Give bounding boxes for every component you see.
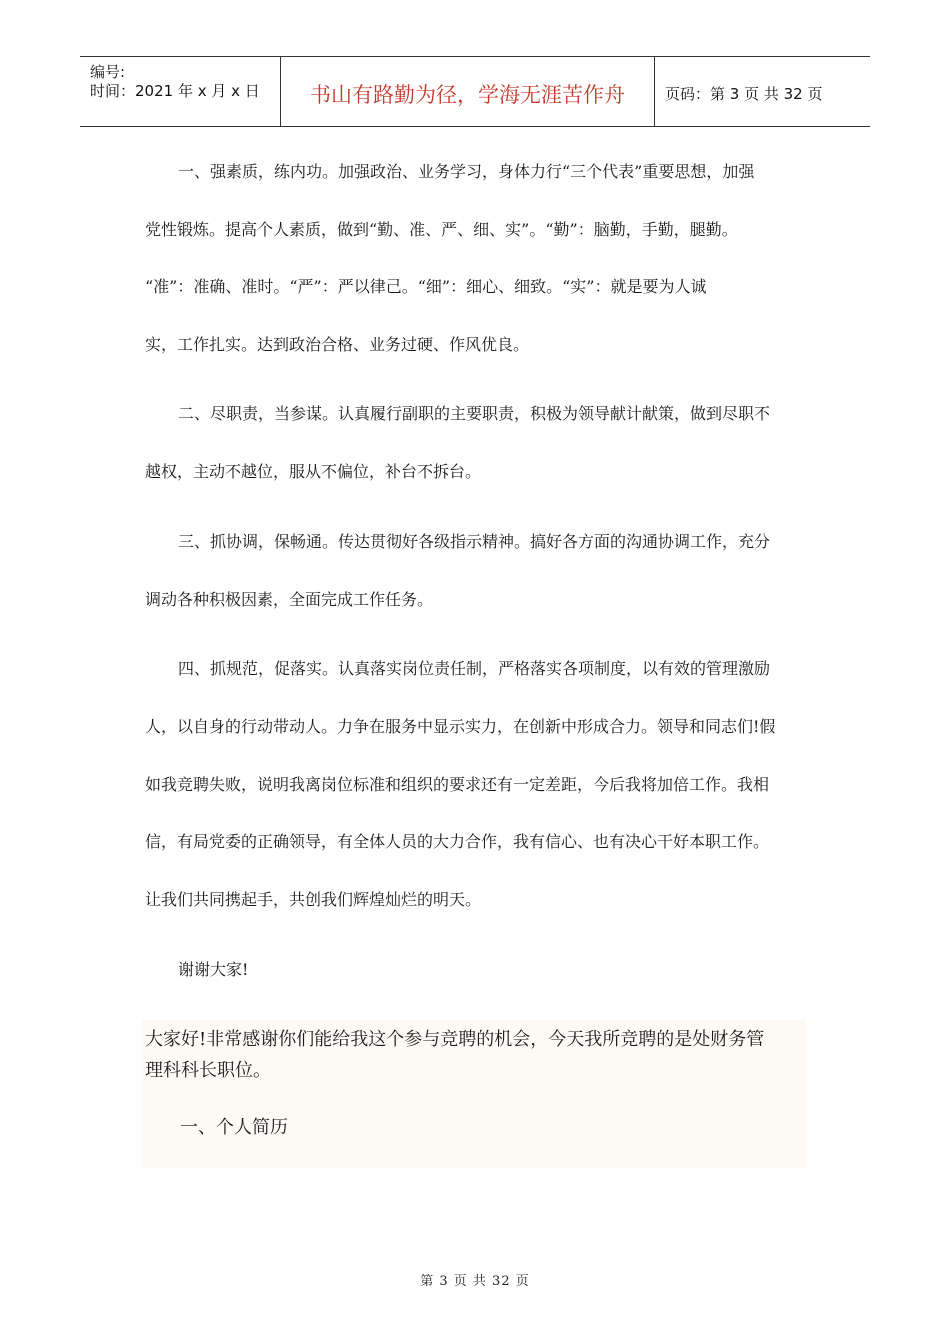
paragraph-line: 人，以自身的行动带动人。力争在服务中显示实力，在创新中形成合力。领导和同志们!假	[145, 717, 776, 736]
header-meta-cell	[80, 57, 281, 126]
thanks-line: 谢谢大家!	[178, 960, 249, 979]
paragraph-line: 实，工作扎实。达到政治合格、业务过硬、作风优良。	[145, 335, 530, 354]
paragraph-line: 让我们共同携起手，共创我们辉煌灿烂的明天。	[145, 890, 482, 909]
paragraph-line: 大家好!非常感谢你们能给我这个参与竞聘的机会，今天我所竞聘的是处财务管	[145, 1029, 765, 1050]
paragraph-line: 四、抓规范，促落实。认真落实岗位责任制，严格落实各项制度，以有效的管理激励	[178, 659, 771, 678]
paragraph-line: 信，有局党委的正确领导，有全体人员的大力合作，我有信心、也有决心干好本职工作。	[145, 832, 770, 851]
paragraph-line: 一、强素质，练内功。加强政治、业务学习，身体力行“三个代表”重要思想，加强	[178, 162, 755, 181]
paragraph-line: 理科科长职位。	[145, 1060, 271, 1081]
page-header	[80, 56, 870, 127]
header-motto-cell	[281, 57, 655, 126]
paragraph-line: 党性锻炼。提高个人素质，做到“勤、准、严、细、实”。“勤”：脑勤，手勤，腿勤。	[145, 220, 738, 239]
paragraph-line: 调动各种积极因素，全面完成工作任务。	[145, 590, 434, 609]
section-heading: 一、个人简历	[180, 1117, 288, 1138]
paragraph-line: 越权，主动不越位，服从不偏位，补台不拆台。	[145, 462, 482, 481]
page-footer: 第 3 页 共 32 页	[420, 1274, 530, 1289]
document-time-label: 时间：2021 年 x 月 x 日	[90, 82, 260, 100]
header-motto: 书山有路勤为径，学海无涯苦作舟	[310, 83, 625, 107]
paragraph-line: 二、尽职责，当参谋。认真履行副职的主要职责，积极为领导献计献策，做到尽职不	[178, 404, 771, 423]
document-number-label: 编号:	[90, 63, 126, 81]
paragraph-line: 如我竞聘失败，说明我离岗位标准和组织的要求还有一定差距，今后我将加倍工作。我相	[145, 775, 770, 794]
header-page-cell	[655, 57, 870, 126]
paragraph-line: “准”：准确、准时。“严”：严以律己。“细”：细心、细致。“实”：就是要为人诚	[145, 277, 707, 296]
paragraph-line: 三、抓协调，保畅通。传达贯彻好各级指示精神。搞好各方面的沟通协调工作，充分	[178, 532, 771, 551]
header-page-code: 页码：第 3 页 共 32 页	[665, 85, 823, 103]
